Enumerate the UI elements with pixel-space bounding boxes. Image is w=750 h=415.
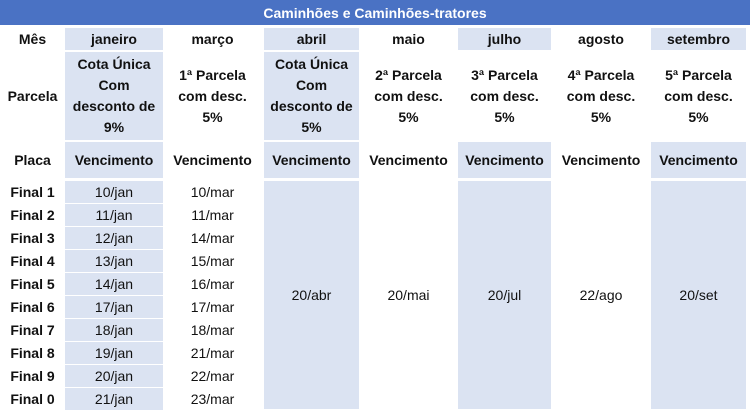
due-date-janeiro: 18/jan (65, 319, 163, 341)
due-label-setembro: Vencimento (651, 142, 746, 178)
due-date-marco: 16/mar (190, 275, 235, 292)
due-date-janeiro: 11/jan (65, 204, 163, 226)
due-label-maio: Vencimento (369, 151, 448, 168)
month-header-agosto: agosto (578, 30, 624, 47)
plate-label: Final 5 (10, 275, 55, 292)
installment-julho: 3ª Parcela com desc. 5% (470, 66, 539, 125)
installment-marco: 1ª Parcela com desc. 5% (178, 66, 247, 125)
installment-abril: Cota Única Com desconto de 5% (264, 52, 359, 140)
due-date-janeiro: 13/jan (65, 250, 163, 272)
plate-label: Final 2 (10, 206, 55, 223)
month-header-marco: março (191, 30, 234, 47)
due-date-agosto: 22/ago (579, 286, 623, 303)
due-label-marco: Vencimento (173, 151, 252, 168)
due-date-maio: 20/mai (387, 286, 430, 303)
plate-label: Final 0 (10, 390, 55, 407)
installment-setembro: 5ª Parcela com desc. 5% (664, 66, 733, 125)
installment-janeiro: Cota Única Com desconto de 9% (65, 52, 163, 140)
plate-label: Final 8 (10, 344, 55, 361)
due-label-janeiro: Vencimento (65, 142, 163, 178)
installment-maio: 2ª Parcela com desc. 5% (374, 66, 443, 125)
due-label-abril: Vencimento (264, 142, 359, 178)
due-date-janeiro: 14/jan (65, 273, 163, 295)
due-date-marco: 15/mar (190, 252, 235, 269)
plate-label: Final 3 (10, 229, 55, 246)
plate-label: Final 4 (10, 252, 55, 269)
month-header-setembro: setembro (651, 28, 746, 50)
due-date-marco: 18/mar (190, 321, 235, 338)
due-label-julho: Vencimento (458, 142, 551, 178)
due-date-janeiro: 19/jan (65, 342, 163, 364)
due-date-marco: 21/mar (190, 344, 235, 361)
table-title: Caminhões e Caminhões-tratores (0, 0, 750, 25)
due-date-marco: 22/mar (190, 367, 235, 384)
due-label-agosto: Vencimento (561, 151, 641, 168)
month-header-janeiro: janeiro (65, 28, 163, 50)
due-date-setembro: 20/set (651, 181, 746, 409)
due-date-marco: 17/mar (190, 298, 235, 315)
due-date-janeiro: 10/jan (65, 181, 163, 203)
row-label-plate: Placa (14, 151, 51, 168)
due-date-abril: 20/abr (264, 181, 359, 409)
due-date-marco: 10/mar (190, 183, 235, 200)
due-date-janeiro: 21/jan (65, 388, 163, 410)
plate-label: Final 6 (10, 298, 55, 315)
month-header-abril: abril (264, 28, 359, 50)
row-label-installment: Parcela (7, 87, 58, 104)
due-date-marco: 14/mar (190, 229, 235, 246)
due-date-janeiro: 20/jan (65, 365, 163, 387)
plate-label: Final 1 (10, 183, 55, 200)
month-header-maio: maio (392, 30, 425, 47)
month-header-julho: julho (458, 28, 551, 50)
plate-label: Final 7 (10, 321, 55, 338)
row-label-month: Mês (18, 30, 47, 47)
due-date-julho: 20/jul (458, 181, 551, 409)
installment-agosto: 4ª Parcela com desc. 5% (566, 66, 636, 125)
due-date-marco: 23/mar (190, 390, 235, 407)
due-date-janeiro: 17/jan (65, 296, 163, 318)
plate-label: Final 9 (10, 367, 55, 384)
due-date-janeiro: 12/jan (65, 227, 163, 249)
due-date-marco: 11/mar (191, 206, 234, 223)
